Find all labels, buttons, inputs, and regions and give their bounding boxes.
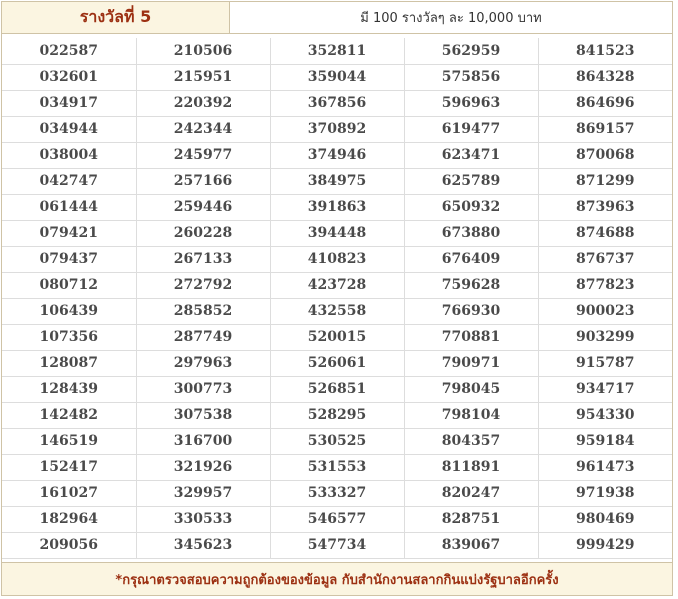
- prize-number-cell: 432558: [270, 298, 404, 324]
- table-row: [2, 350, 672, 376]
- table-row: [2, 454, 672, 480]
- prize-number-cell: 547734: [270, 532, 404, 558]
- prize-number-cell: 128087: [2, 350, 136, 376]
- prize-number-cell: 871299: [538, 168, 672, 194]
- prize-number-cell: 038004: [2, 142, 136, 168]
- table-row: [2, 90, 672, 116]
- prize-number-cell: 959184: [538, 428, 672, 454]
- prize-number-cell: 650932: [404, 194, 538, 220]
- prize-number-cell: 297963: [136, 350, 270, 376]
- prize-number-cell: 766930: [404, 298, 538, 324]
- prize-number-cell: 359044: [270, 64, 404, 90]
- prize-number-cell: 042747: [2, 168, 136, 194]
- prize-number-cell: 870068: [538, 142, 672, 168]
- prize-number-cell: 864696: [538, 90, 672, 116]
- prize-number-cell: 032601: [2, 64, 136, 90]
- prize-number-cell: 370892: [270, 116, 404, 142]
- prize-number-cell: 209056: [2, 532, 136, 558]
- prize-number-cell: 285852: [136, 298, 270, 324]
- table-row: [2, 246, 672, 272]
- prize-number-cell: 267133: [136, 246, 270, 272]
- prize-number-cell: 352811: [270, 38, 404, 64]
- prize-number-cell: 841523: [538, 38, 672, 64]
- prize-number-cell: 410823: [270, 246, 404, 272]
- prize-number-cell: 146519: [2, 428, 136, 454]
- prize-number-cell: 142482: [2, 402, 136, 428]
- prize-number-cell: 811891: [404, 454, 538, 480]
- prize-number-cell: 321926: [136, 454, 270, 480]
- prize-number-cell: 152417: [2, 454, 136, 480]
- prize-number-cell: 106439: [2, 298, 136, 324]
- prize-number-cell: 798045: [404, 376, 538, 402]
- table-row: [2, 480, 672, 506]
- prize-number-cell: 079437: [2, 246, 136, 272]
- prize-number-cell: 839067: [404, 532, 538, 558]
- prize-number-cell: 676409: [404, 246, 538, 272]
- table-row: [2, 168, 672, 194]
- prize-number-cell: 864328: [538, 64, 672, 90]
- prize-number-cell: 215951: [136, 64, 270, 90]
- prize-number-cell: 061444: [2, 194, 136, 220]
- prize-number-grid-body: [2, 38, 672, 558]
- table-row: [2, 402, 672, 428]
- prize-number-cell: 526061: [270, 350, 404, 376]
- prize-number-cell: 533327: [270, 480, 404, 506]
- prize-number-cell: 954330: [538, 402, 672, 428]
- prize-number-cell: 287749: [136, 324, 270, 350]
- prize-number-cell: 530525: [270, 428, 404, 454]
- table-row: [2, 324, 672, 350]
- table-row: [2, 38, 672, 64]
- table-row: [2, 376, 672, 402]
- prize-number-cell: 915787: [538, 350, 672, 376]
- table-row: [2, 428, 672, 454]
- prize-number-cell: 394448: [270, 220, 404, 246]
- prize-number-cell: 623471: [404, 142, 538, 168]
- prize-number-cell: 034944: [2, 116, 136, 142]
- prize-number-cell: 526851: [270, 376, 404, 402]
- prize-number-cell: 210506: [136, 38, 270, 64]
- prize-title: รางวัลที่ 5: [2, 2, 230, 33]
- prize-number-cell: 770881: [404, 324, 538, 350]
- prize-number-cell: 345623: [136, 532, 270, 558]
- table-row: [2, 272, 672, 298]
- prize-number-cell: 546577: [270, 506, 404, 532]
- table-row: [2, 64, 672, 90]
- prize-number-cell: 329957: [136, 480, 270, 506]
- prize-number-cell: 876737: [538, 246, 672, 272]
- prize-number-cell: 820247: [404, 480, 538, 506]
- prize-number-cell: 107356: [2, 324, 136, 350]
- prize-number-cell: 161027: [2, 480, 136, 506]
- table-row: [2, 506, 672, 532]
- prize-number-cell: 242344: [136, 116, 270, 142]
- prize-number-cell: 300773: [136, 376, 270, 402]
- prize-number-cell: 759628: [404, 272, 538, 298]
- prize-number-cell: 367856: [270, 90, 404, 116]
- prize-number-cell: 384975: [270, 168, 404, 194]
- prize-number-cell: 828751: [404, 506, 538, 532]
- prize-table-frame: [1, 1, 673, 596]
- prize-number-cell: 900023: [538, 298, 672, 324]
- prize-number-grid: [2, 38, 672, 559]
- prize-number-cell: 873963: [538, 194, 672, 220]
- prize-number-cell: 673880: [404, 220, 538, 246]
- prize-number-cell: 804357: [404, 428, 538, 454]
- prize-number-cell: 307538: [136, 402, 270, 428]
- table-row: [2, 194, 672, 220]
- prize-number-cell: 080712: [2, 272, 136, 298]
- prize-number-cell: 391863: [270, 194, 404, 220]
- footer-note: *กรุณาตรวจสอบความถูกต้องของข้อมูล กับสำนักงานสลากกินแบ่งรัฐบาลอีกครั้ง: [2, 562, 672, 595]
- prize-number-cell: 182964: [2, 506, 136, 532]
- prize-header: [2, 2, 672, 34]
- prize-number-cell: 330533: [136, 506, 270, 532]
- prize-number-cell: 374946: [270, 142, 404, 168]
- prize-number-cell: 316700: [136, 428, 270, 454]
- prize-number-cell: 022587: [2, 38, 136, 64]
- prize-number-cell: 079421: [2, 220, 136, 246]
- prize-number-cell: 874688: [538, 220, 672, 246]
- prize-info: มี 100 รางวัลๆ ละ 10,000 บาท: [360, 11, 542, 26]
- prize-number-cell: 257166: [136, 168, 270, 194]
- prize-number-cell: 798104: [404, 402, 538, 428]
- prize-number-cell: 259446: [136, 194, 270, 220]
- prize-number-cell: 245977: [136, 142, 270, 168]
- prize-number-cell: 877823: [538, 272, 672, 298]
- prize-number-cell: 272792: [136, 272, 270, 298]
- prize-number-cell: 980469: [538, 506, 672, 532]
- prize-number-cell: 531553: [270, 454, 404, 480]
- prize-number-cell: 528295: [270, 402, 404, 428]
- prize-number-cell: 260228: [136, 220, 270, 246]
- table-row: [2, 298, 672, 324]
- prize-number-cell: 934717: [538, 376, 672, 402]
- prize-number-cell: 562959: [404, 38, 538, 64]
- table-row: [2, 116, 672, 142]
- table-row: [2, 532, 672, 558]
- prize-number-cell: 128439: [2, 376, 136, 402]
- prize-number-cell: 520015: [270, 324, 404, 350]
- prize-number-cell: 619477: [404, 116, 538, 142]
- prize-number-cell: 423728: [270, 272, 404, 298]
- table-row: [2, 220, 672, 246]
- prize-number-cell: 575856: [404, 64, 538, 90]
- prize-number-cell: 790971: [404, 350, 538, 376]
- table-row: [2, 142, 672, 168]
- prize-number-cell: 034917: [2, 90, 136, 116]
- prize-number-cell: 903299: [538, 324, 672, 350]
- prize-number-cell: 971938: [538, 480, 672, 506]
- prize-number-cell: 869157: [538, 116, 672, 142]
- prize-number-cell: 625789: [404, 168, 538, 194]
- prize-number-cell: 999429: [538, 532, 672, 558]
- prize-number-cell: 596963: [404, 90, 538, 116]
- prize-number-cell: 220392: [136, 90, 270, 116]
- prize-number-cell: 961473: [538, 454, 672, 480]
